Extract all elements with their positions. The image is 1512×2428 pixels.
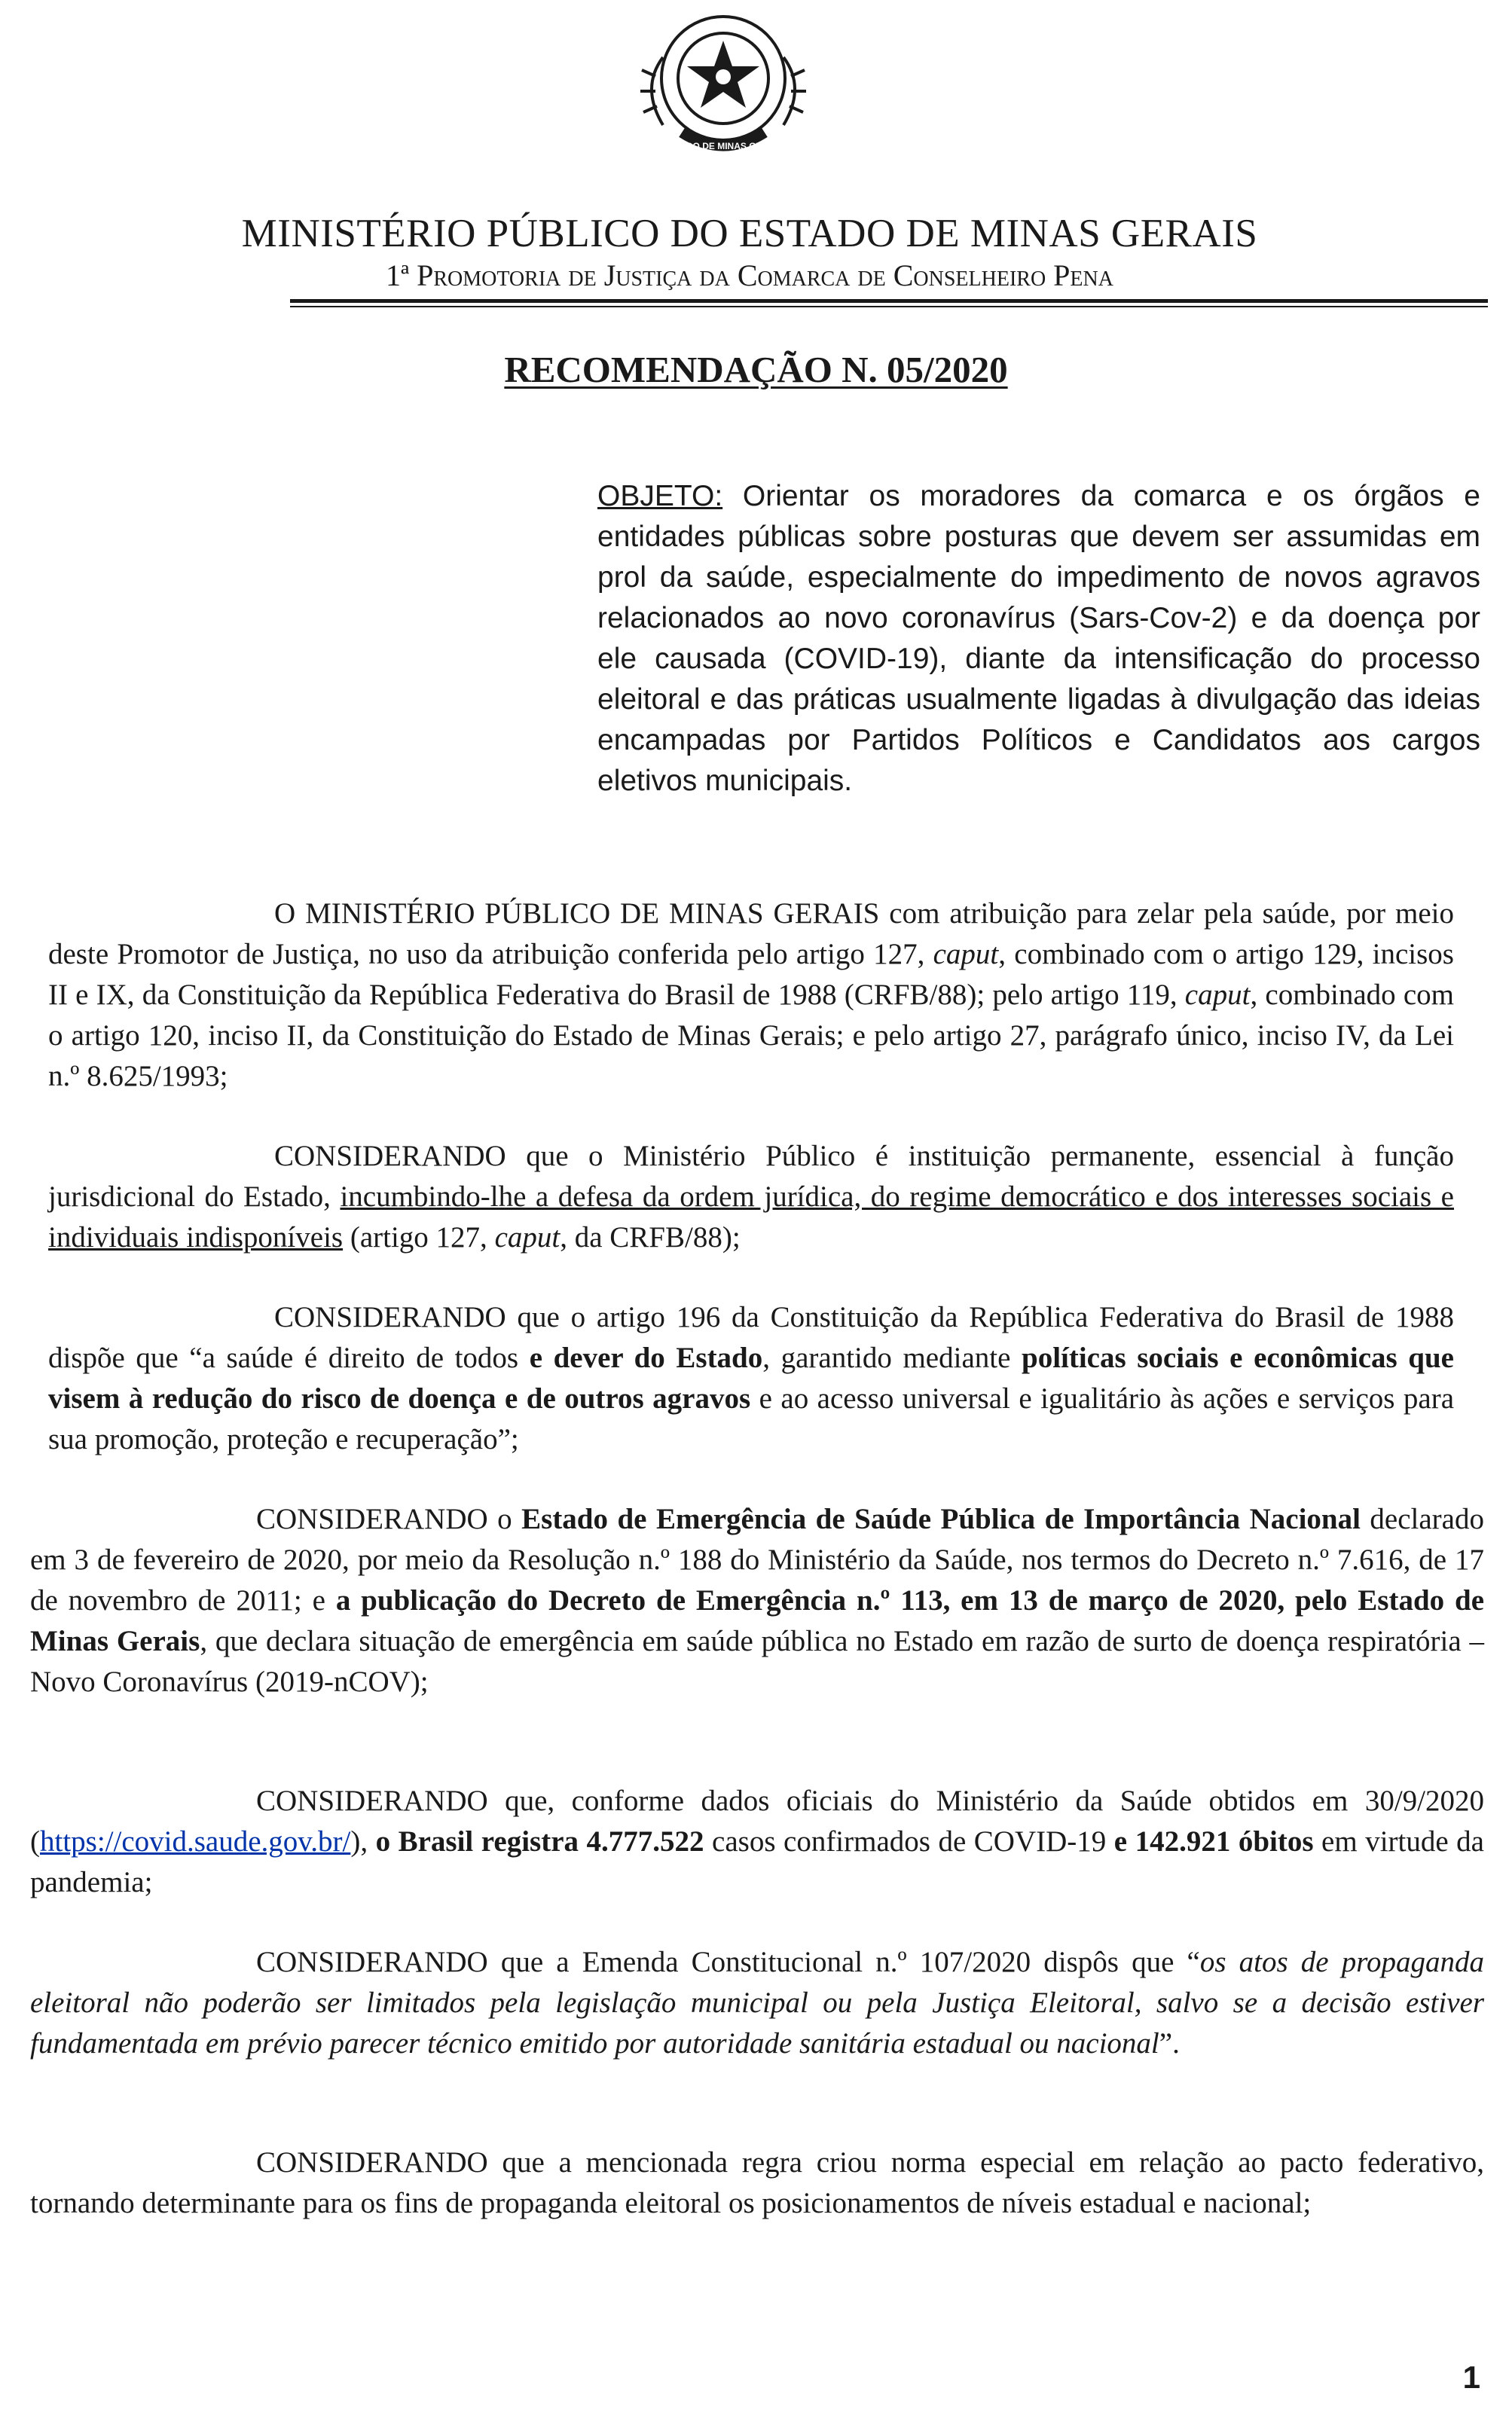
text-run: os atos de propaganda eleitoral não poderão ser limitados pela legislação municipal ou pela Justiça Eleitoral, salvo se a decisão estiver fundamentada em prévio parecer técnico emitido por autoridade sanitária estadual ou nacional	[30, 1946, 1484, 2060]
coat-of-arms-icon	[610, 5, 836, 166]
text-run: , da CRFB/88);	[560, 1221, 741, 1254]
page-number: 1	[1462, 2359, 1480, 2395]
org-title: MINISTÉRIO PÚBLICO DO ESTADO DE MINAS GERAIS	[241, 212, 1258, 255]
text-run: CONSIDERANDO o	[256, 1503, 522, 1535]
text-run: CONSIDERANDO que a Emenda Constitucional n.º 107/2020 dispôs que “	[256, 1946, 1200, 1978]
text-run: em virtude da pandemia;	[30, 1825, 1484, 1898]
text-run: CONSIDERANDO que, conforme dados oficiais do Ministério da Saúde obtidos em 30/9/2020 (	[30, 1785, 1484, 1858]
text-run: políticas sociais e econômicas que visem à redução do risco de doença e de outros agravos	[48, 1342, 1454, 1415]
text-run: Estado de Emergência de Saúde Pública de Importância Nacional	[521, 1503, 1361, 1535]
paragraph-considerando-1	[48, 1136, 1454, 1258]
text-run: declarado em 3 de fevereiro de 2020, por meio da Resolução n.º 188 do Ministério da Saúde, nos termos do Decreto n.º 7.616, de 17 de novembro de 2011; e	[30, 1503, 1484, 1617]
text-run: , garantido mediante	[762, 1342, 1022, 1374]
text-run: CONSIDERANDO que o artigo 196 da Constituição da República Federativa do Brasil de 1988 dispõe que “a saúde é direito de todos	[48, 1301, 1454, 1374]
objeto-block	[597, 476, 1480, 802]
text-run: casos confirmados de COVID-19	[704, 1825, 1114, 1858]
text-run: , combinado com o artigo 129, incisos II e IX, da Constituição da República Federativa do Brasil de 1988 (CRFB/88); pelo artigo 119,	[48, 938, 1454, 1011]
objeto-label: OBJETO:	[597, 480, 723, 512]
paragraph-considerando-4	[30, 1781, 1484, 1903]
text-run: (artigo 127,	[343, 1221, 495, 1254]
text-run: CONSIDERANDO que o Ministério Público é instituição permanente, essencial à função jurisdicional do Estado,	[48, 1140, 1454, 1213]
paragraph-considerando-5	[30, 1942, 1484, 2064]
text-run: ),	[350, 1825, 376, 1858]
paragraph-preamble	[48, 893, 1454, 1097]
paragraph-considerando-6	[30, 2142, 1484, 2224]
org-subtitle: 1ª Promotoria de Justiça da Comarca de Conselheiro Pena	[386, 258, 1113, 292]
text-run: CONSIDERANDO que a mencionada regra criou norma especial em relação ao pacto federativo, tornando determinante para os fins de propaganda eleitoral os posicionamentos de níveis estadual e nacional;	[30, 2146, 1484, 2219]
text-run: o Brasil registra 4.777.522	[375, 1825, 704, 1858]
text-run: incumbindo-lhe a defesa da ordem jurídica, do regime democrático e dos interesses sociais e individuais indisponíveis	[48, 1180, 1454, 1254]
text-run: O MINISTÉRIO PÚBLICO DE MINAS GERAIS com atribuição para zelar pela saúde, por meio deste Promotor de Justiça, no uso da atribuição conferida pelo artigo 127,	[48, 897, 1454, 970]
text-run: caput	[933, 938, 999, 970]
text-run: , combinado com o artigo 120, inciso II, da Constituição do Estado de Minas Gerais; e pelo artigo 27, parágrafo único, inciso IV, da Lei n.º 8.625/1993;	[48, 979, 1454, 1092]
paragraph-considerando-3	[30, 1499, 1484, 1703]
text-run: a publicação do Decreto de Emergência n.º 113, em 13 de março de 2020, pelo Estado de Minas Gerais	[30, 1584, 1485, 1657]
text-run: e dever do Estado	[529, 1342, 763, 1374]
header-rule-thin	[290, 306, 1488, 307]
text-run: caput	[494, 1221, 561, 1254]
text-run: , que declara situação de emergência em saúde pública no Estado em razão de surto de doença respiratória – Novo Coronavírus (2019-nCOV);	[30, 1625, 1484, 1698]
coat-of-arms-text: ESTADO DE MINAS GERAIS	[662, 141, 784, 151]
paragraph-considerando-2	[48, 1297, 1454, 1460]
header-rule	[290, 299, 1488, 303]
covid-data-link[interactable]: https://covid.saude.gov.br/	[40, 1825, 351, 1858]
text-run: caput	[1184, 979, 1251, 1011]
text-run: e 142.921 óbitos	[1113, 1825, 1314, 1858]
text-run: e ao acesso universal e igualitário às ações e serviços para sua promoção, proteção e recuperação”;	[48, 1382, 1455, 1455]
text-run: ”.	[1159, 2027, 1180, 2060]
document-title: RECOMENDAÇÃO N. 05/2020	[504, 349, 1008, 390]
objeto-text: Orientar os moradores da comarca e os órgãos e entidades públicas sobre posturas que devem ser assumidas em prol da saúde, especialmente do impedimento de novos agravos relacionados ao novo coronavírus (Sars-Cov-2) e da doença por ele causada (COVID-19), diante da intensificação do processo eleitoral e das práticas usualmente ligadas à divulgação das ideias encampadas por Partidos Políticos e Candidatos aos cargos eletivos municipais.	[597, 480, 1480, 797]
